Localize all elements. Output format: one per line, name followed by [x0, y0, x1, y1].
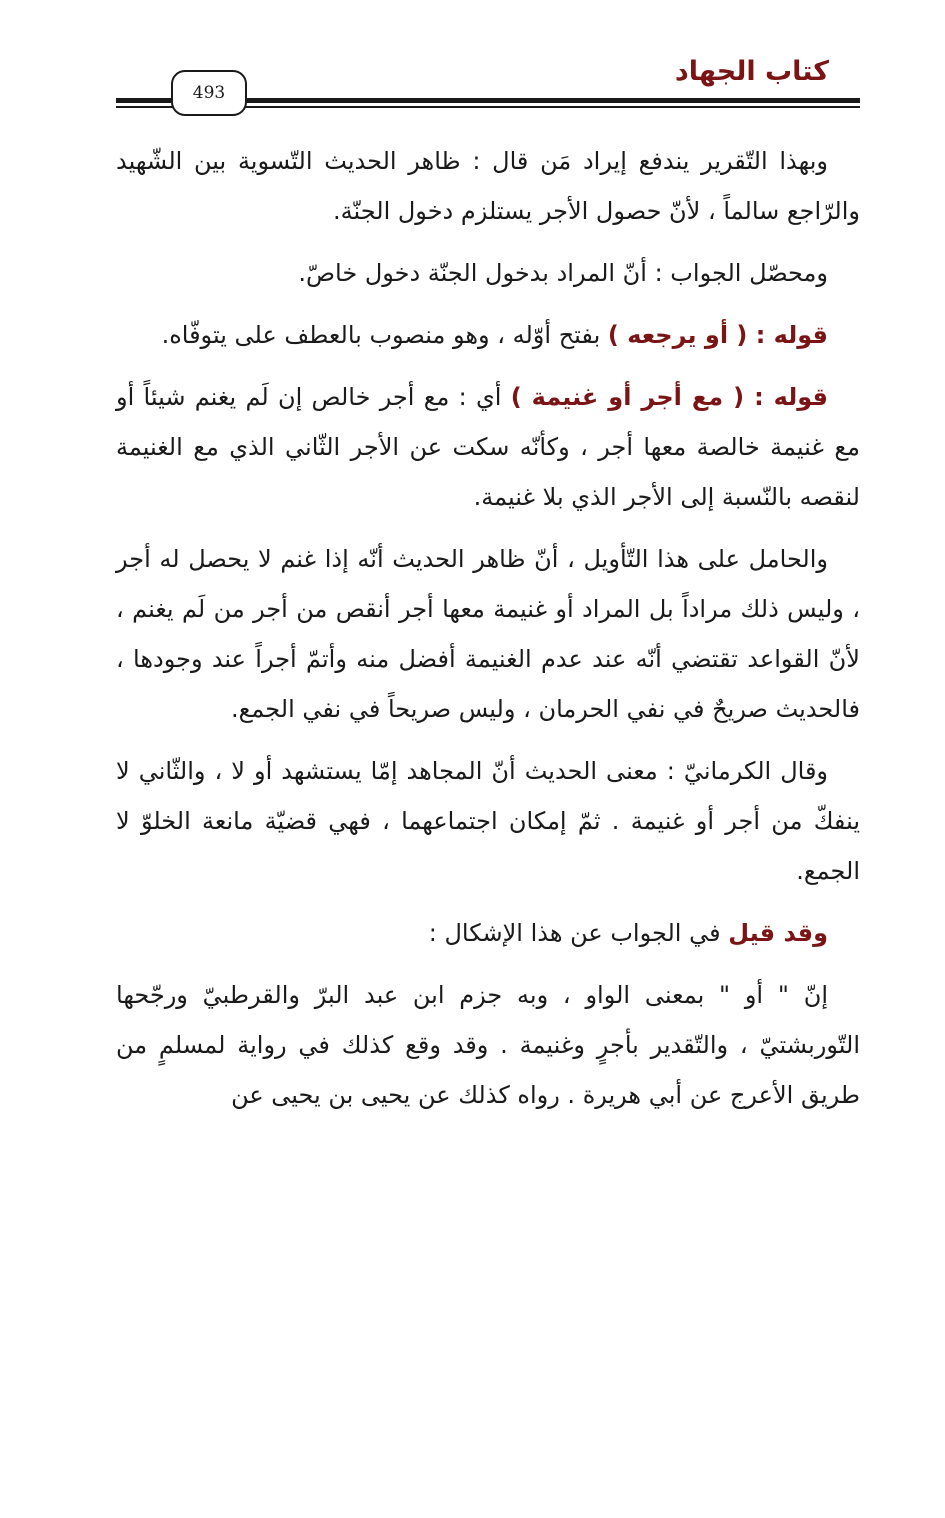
paragraph	[116, 248, 860, 298]
paragraph-text: وقال الكرمانيّ : معنى الحديث أنّ المجاهد إمّا يستشهد أو لا ، والثّاني لا ينفكّ من أجر أو غنيمة . ثمّ إمكان اجتماعهما ، فهي قضيّة مانعة الخلوّ لا الجمع.	[116, 757, 860, 885]
paragraph	[116, 310, 860, 360]
quote-label: قوله : ( مع أجر أو غنيمة )	[510, 383, 829, 411]
paragraph	[116, 746, 860, 896]
page-body	[116, 136, 860, 1132]
paragraph	[116, 136, 860, 236]
paragraph-text: في الجواب عن هذا الإشكال :	[428, 919, 729, 947]
quote-label: قوله : ( أو يرجعه )	[607, 321, 828, 349]
paragraph	[116, 970, 860, 1120]
paragraph-text: بفتح أوّله ، وهو منصوب بالعطف على يتوفّاه.	[161, 321, 608, 349]
book-title: كتاب الجهاد	[674, 56, 829, 87]
paragraph	[116, 534, 860, 734]
paragraph-text: ومحصّل الجواب : أنّ المراد بدخول الجنّة دخول خاصّ.	[298, 259, 828, 287]
paragraph-text: إنّ " أو " بمعنى الواو ، وبه جزم ابن عبد البرّ والقرطبيّ ورجّحها التّوربشتيّ ، والتّقدير بأجرٍ وغنيمة . وقد وقع كذلك في رواية لمسلمٍ من طريق الأعرج عن أبي هريرة . رواه كذلك عن يحيى بن يحيى عن	[116, 981, 860, 1109]
page-number-badge: 493	[171, 70, 247, 116]
paragraph-text: أي : مع أجر خالص إن لَم يغنم شيئاً أو مع غنيمة خالصة معها أجر ، وكأنّه سكت عن الأجر الثّاني الذي مع الغنيمة لنقصه بالنّسبة إلى الأجر الذي بلا غنيمة.	[116, 383, 860, 511]
paragraph-text: والحامل على هذا التّأويل ، أنّ ظاهر الحديث أنّه إذا غنم لا يحصل له أجر ، وليس ذلك مراداً بل المراد أو غنيمة معها أجر أنقص من أجر من لَم يغنم ، لأنّ القواعد تقتضي أنّه عند عدم الغنيمة أفضل منه وأتمّ أجراً عند وجودها ، فالحديث صريحٌ في نفي الحرمان ، وليس صريحاً في نفي الجمع.	[116, 545, 860, 723]
paragraph-text: وبهذا التّقرير يندفع إيراد مَن قال : ظاهر الحديث التّسوية بين الشّهيد والرّاجع سالماً ، لأنّ حصول الأجر يستلزم دخول الجنّة.	[116, 147, 860, 225]
paragraph	[116, 908, 860, 958]
paragraph	[116, 372, 860, 522]
quote-label: وقد قيل	[728, 919, 828, 947]
